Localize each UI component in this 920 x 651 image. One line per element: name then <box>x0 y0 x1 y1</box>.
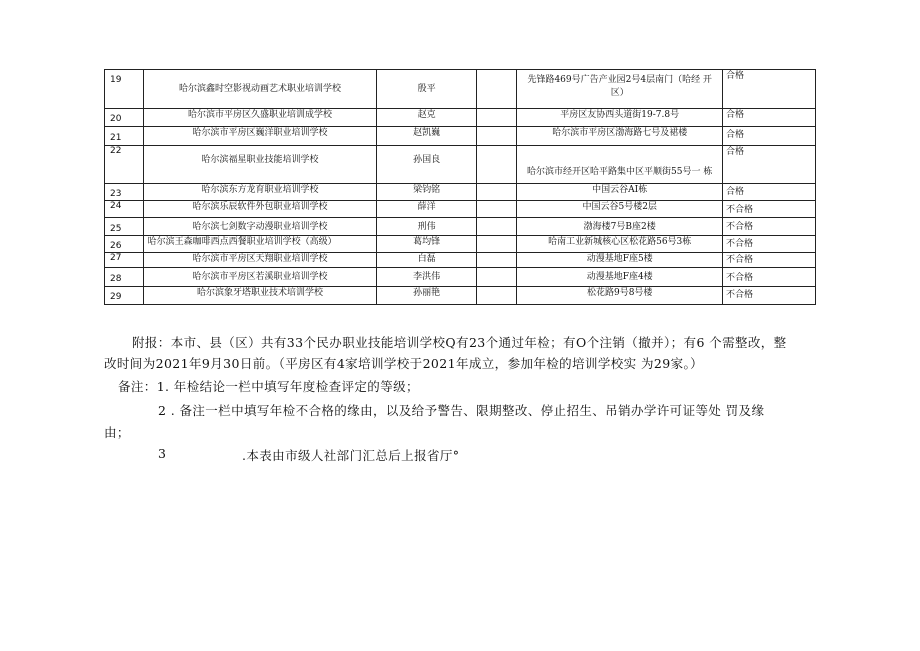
inspection-result: 不合格 <box>723 218 816 236</box>
legal-person: 白磊 <box>377 253 476 268</box>
inspection-result: 不合格 <box>723 201 816 218</box>
school-name: 哈尔滨东方龙育职业培训学校 <box>143 184 377 201</box>
inspection-result: 合格 <box>723 184 816 201</box>
school-address: 哈尔滨市平房区渤海路七号及裙楼 <box>517 127 723 146</box>
school-address: 中国云谷5号楼2层 <box>517 201 723 218</box>
row-number: 22 <box>105 146 144 184</box>
legal-person: 殷平 <box>377 70 476 109</box>
table-row <box>105 184 816 201</box>
row-number: 23 <box>105 184 144 201</box>
row-number: 28 <box>105 268 144 287</box>
inspection-result: 不合格 <box>723 268 816 287</box>
school-name: 哈尔滨乐辰软件外包职业培训学校 <box>143 201 377 218</box>
school-name: 哈尔滨市平房区巍洋职业培训学校 <box>143 127 377 146</box>
inspection-result: 不合格 <box>723 253 816 268</box>
school-name: 哈尔滨市平房区久盛职业培训成学校 <box>143 109 377 127</box>
legal-person: 葛均锋 <box>377 236 476 253</box>
inspection-result: 合格 <box>723 70 816 109</box>
school-address: 动漫基地F座4楼 <box>517 268 723 287</box>
row-number: 26 <box>105 236 144 253</box>
table-row <box>105 70 816 109</box>
school-inspection-table <box>104 69 816 305</box>
legal-person: 薛洋 <box>377 201 476 218</box>
school-name: 哈尔滨市平房区若溪职业培训学校 <box>143 268 377 287</box>
school-address: 中国云谷AI栋 <box>517 184 723 201</box>
school-name: 哈尔滨象牙塔职业技术培训学校 <box>143 287 377 305</box>
school-address: 先锋路469号广告产业园2号4层南门（哈经 开 区） <box>517 70 723 109</box>
table-row <box>105 268 816 287</box>
legal-person: 李洪伟 <box>377 268 476 287</box>
row-number: 29 <box>105 287 144 305</box>
table-row <box>105 236 816 253</box>
school-address: 动漫基地F座5楼 <box>517 253 723 268</box>
legal-person: 孙丽艳 <box>377 287 476 305</box>
remarks-line-3: .本表由市级人社部门汇总后上报省厅° <box>242 448 460 463</box>
table-row <box>105 218 816 236</box>
school-address: 哈南工业新城核心区松花路56号3栋 <box>517 236 723 253</box>
table-row <box>105 201 816 218</box>
legal-person: 梁钧铭 <box>377 184 476 201</box>
legal-person: 孙国良 <box>377 146 476 184</box>
school-address: 松花路9号8号楼 <box>517 287 723 305</box>
row-number: 21 <box>105 127 144 146</box>
table-row <box>105 109 816 127</box>
remarks-line-3-number: 3 <box>158 446 167 461</box>
row-number: 19 <box>105 70 144 109</box>
school-name: 哈尔滨市平房区天翔职业培训学校 <box>143 253 377 268</box>
inspection-result: 合格 <box>723 109 816 127</box>
row-number: 25 <box>105 218 144 236</box>
school-name: 哈尔滨鑫时空影视动画艺术职业培训学校 <box>143 70 377 109</box>
legal-person: 赵克 <box>377 109 476 127</box>
remarks-line-1: 备注：1. 年检结论一栏中填写年度检查评定的等级； <box>118 379 419 394</box>
inspection-result: 不合格 <box>723 287 816 305</box>
row-number: 27 <box>105 253 144 268</box>
table-row <box>105 127 816 146</box>
table-row <box>105 253 816 268</box>
legal-person: 刑伟 <box>377 218 476 236</box>
school-name: 哈尔滨王森咖啡西点西餐职业培训学校（高级） <box>143 236 377 253</box>
remarks-line-2-cont: 由； <box>104 425 130 440</box>
school-name: 哈尔滨七剑数字动漫职业培训学校 <box>143 218 377 236</box>
appendix-line-1: 附报：本市、县（区）共有33个民办职业技能培训学校Q有23个通过年检；有O个注销（撤并）；有6 个需整改，整 <box>132 335 787 350</box>
table-row <box>105 146 816 184</box>
row-number: 24 <box>105 201 144 218</box>
school-address: 渤海楼7号B座2楼 <box>517 218 723 236</box>
inspection-result: 合格 <box>723 127 816 146</box>
legal-person: 赵凯巍 <box>377 127 476 146</box>
appendix-line-2: 改时间为2021年9月30日前。（平房区有4家培训学校于2021年成立，参加年检的培训学校实 为29家。） <box>104 356 704 371</box>
table-row <box>105 287 816 305</box>
inspection-result: 不合格 <box>723 236 816 253</box>
school-address: 平房区友协西头道街19-7.8号 <box>517 109 723 127</box>
school-address: 哈尔滨市经开区哈平路集中区平顺街55号一 栋 <box>517 146 723 184</box>
school-name: 哈尔滨福星职业技能培训学校 <box>143 146 377 184</box>
remarks-line-2: 2 . 备注一栏中填写年检不合格的缘由，以及给予警告、限期整改、停止招生、吊销办学许可证等处 罚及缘 <box>158 403 765 418</box>
inspection-result: 合格 <box>723 146 816 184</box>
row-number: 20 <box>105 109 144 127</box>
